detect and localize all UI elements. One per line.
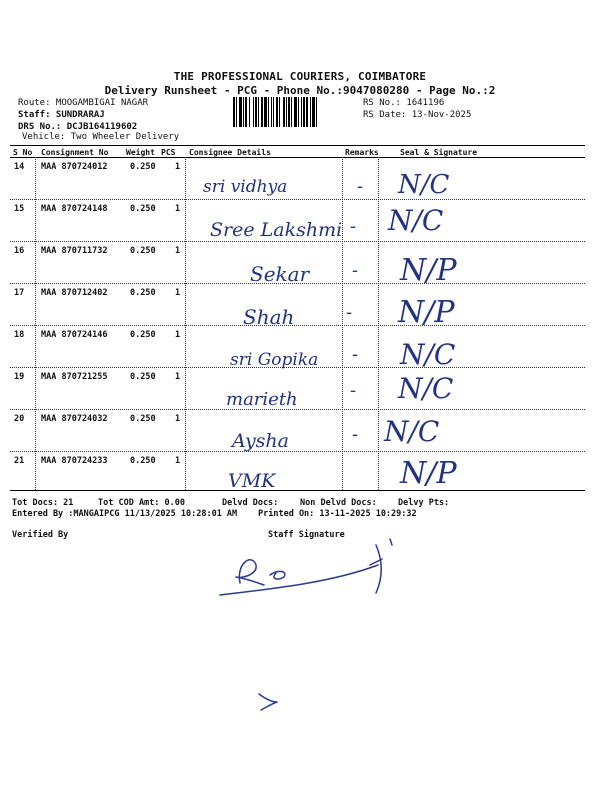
row-weight: 0.250 — [130, 162, 156, 172]
vehicle-label: Vehicle: Two Wheeler Delivery — [22, 132, 180, 142]
col-header-consignment: Consignment No — [41, 148, 109, 157]
rs-date: RS Date: 13-Nov-2025 — [363, 110, 472, 120]
row-consignment-no: MAA 870721255 — [41, 372, 108, 382]
handwritten-seal: N/P — [400, 456, 457, 491]
row-consignment-no: MAA 870711732 — [41, 246, 108, 256]
row-weight: 0.250 — [130, 204, 156, 214]
row-sno: 21 — [14, 456, 25, 466]
row-weight: 0.250 — [130, 288, 156, 298]
handwritten-seal: N/C — [398, 170, 450, 200]
handwritten-remark: - — [350, 216, 357, 237]
row-sno: 18 — [14, 330, 25, 340]
handwritten-remark: - — [346, 302, 353, 323]
verified-by-label: Verified By — [12, 530, 69, 540]
col-header-consignee: Consignee Details — [189, 148, 271, 157]
row-pcs: 1 — [175, 414, 181, 424]
drs-number: DRS No.: DCJB164119602 — [18, 122, 138, 132]
col-header-pcs: PCS — [161, 148, 176, 157]
handwritten-consignee: Sekar — [250, 262, 310, 286]
handwritten-consignee: marieth — [226, 389, 298, 410]
row-pcs: 1 — [175, 330, 181, 340]
handwritten-consignee: Aysha — [232, 430, 289, 452]
staff-label: Staff: SUNDRARAJ — [18, 110, 105, 120]
row-sno: 16 — [14, 246, 25, 256]
row-weight: 0.250 — [130, 372, 156, 382]
row-sno: 15 — [14, 204, 25, 214]
non-delivered-docs: Non Delvd Docs: — [300, 498, 377, 508]
handwritten-remark: - — [352, 260, 359, 281]
row-sno: 20 — [14, 414, 25, 424]
handwritten-consignee: Shah — [243, 305, 295, 329]
handwritten-consignee: Sree Lakshmi — [210, 219, 343, 241]
col-header-remarks: Remarks — [345, 148, 379, 157]
row-consignment-no: MAA 870724148 — [41, 204, 108, 214]
row-consignment-no: MAA 870724012 — [41, 162, 108, 172]
handwritten-seal: N/P — [400, 253, 457, 288]
handwritten-consignee: VMK — [228, 470, 276, 492]
row-consignment-no: MAA 870724146 — [41, 330, 108, 340]
row-sno: 17 — [14, 288, 25, 298]
handwritten-seal: N/P — [398, 295, 455, 330]
row-weight: 0.250 — [130, 330, 156, 340]
entered-by: Entered By :MANGAIPCG 11/13/2025 10:28:01 AM — [12, 509, 238, 519]
row-consignment-no: MAA 870712402 — [41, 288, 108, 298]
handwritten-seal: N/C — [388, 204, 444, 237]
col-header-sno: S No — [13, 148, 33, 157]
total-docs: Tot Docs: 21 — [12, 498, 74, 508]
handwritten-seal: N/C — [398, 372, 454, 405]
handwritten-remark: - — [350, 380, 357, 401]
row-sno: 19 — [14, 372, 25, 382]
handwritten-seal: N/C — [384, 415, 440, 448]
row-weight: 0.250 — [130, 414, 156, 424]
row-consignment-no: MAA 870724233 — [41, 456, 108, 466]
row-pcs: 1 — [175, 204, 181, 214]
handwritten-seal: N/C — [400, 338, 456, 371]
row-weight: 0.250 — [130, 456, 156, 466]
rs-number: RS No.: 1641196 — [363, 98, 445, 108]
row-pcs: 1 — [175, 288, 181, 298]
staff-signature-image — [200, 535, 420, 615]
row-consignment-no: MAA 870724032 — [41, 414, 108, 424]
row-pcs: 1 — [175, 456, 181, 466]
handwritten-remark: - — [352, 344, 359, 365]
printed-on: Printed On: 13-11-2025 10:29:32 — [258, 509, 417, 519]
runsheet-title: Delivery Runsheet - PCG - Phone No.:9047080280 - Page No.:2 — [104, 84, 496, 97]
staff-signature-label: Staff Signature — [268, 530, 345, 540]
row-pcs: 1 — [175, 372, 181, 382]
handwritten-remark: - — [357, 176, 364, 197]
delivered-docs: Delvd Docs: — [222, 498, 279, 508]
row-weight: 0.250 — [130, 246, 156, 256]
handwritten-consignee: sri vidhya — [203, 177, 288, 197]
handwritten-consignee: sri Gopika — [230, 350, 319, 370]
col-header-weight: Weight — [126, 148, 155, 157]
ink-mark — [255, 690, 285, 714]
col-header-seal: Seal & Signature — [400, 148, 478, 157]
company-name: THE PROFESSIONAL COURIERS, COIMBATORE — [173, 70, 427, 83]
route-label: Route: MOOGAMBIGAI NAGAR — [18, 98, 149, 108]
delivery-points: Delvy Pts: — [398, 498, 450, 508]
total-cod-amount: Tot COD Amt: 0.00 — [98, 498, 185, 508]
row-pcs: 1 — [175, 246, 181, 256]
row-sno: 14 — [14, 162, 25, 172]
row-pcs: 1 — [175, 162, 181, 172]
handwritten-remark: - — [352, 424, 359, 445]
